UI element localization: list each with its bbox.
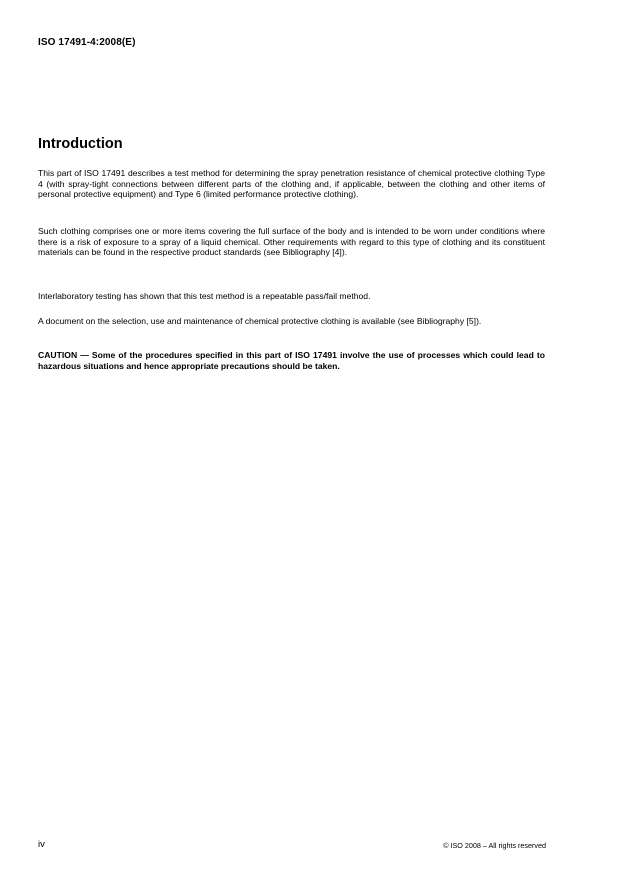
caution-paragraph: CAUTION — Some of the procedures specified in this part of ISO 17491 involve the use of processes which could lead to hazardous situations and hence appropriate precautions should be taken. <box>38 350 545 371</box>
intro-paragraph-reference: A document on the selection, use and maintenance of chemical protective clothing is available (see Bibliography [5]). <box>38 316 482 326</box>
copyright-notice: © ISO 2008 – All rights reserved <box>443 841 546 850</box>
page-number: iv <box>38 839 45 850</box>
intro-paragraph-testing: Interlaboratory testing has shown that this test method is a repeatable pass/fail method. <box>38 291 371 301</box>
intro-paragraph-clothing: Such clothing comprises one or more items covering the full surface of the body and is intended to be worn under conditions where there is a risk of exposure to a spray of a liquid chemical. Other requirements with regard to this type of clothing and its constituent materials can be found in the respective product standards (see Bibliography [4]). <box>38 226 545 258</box>
document-header: ISO 17491-4:2008(E) <box>38 37 136 48</box>
intro-paragraph-scope: This part of ISO 17491 describes a test method for determining the spray penetration resistance of chemical protective clothing Type 4 (with spray-tight connections between different parts of the clothing and, if applicable, between the clothing and other items of personal protective equipment) and Type 6 (limited performance protective clothing). <box>38 168 545 200</box>
section-title: Introduction <box>38 136 123 152</box>
